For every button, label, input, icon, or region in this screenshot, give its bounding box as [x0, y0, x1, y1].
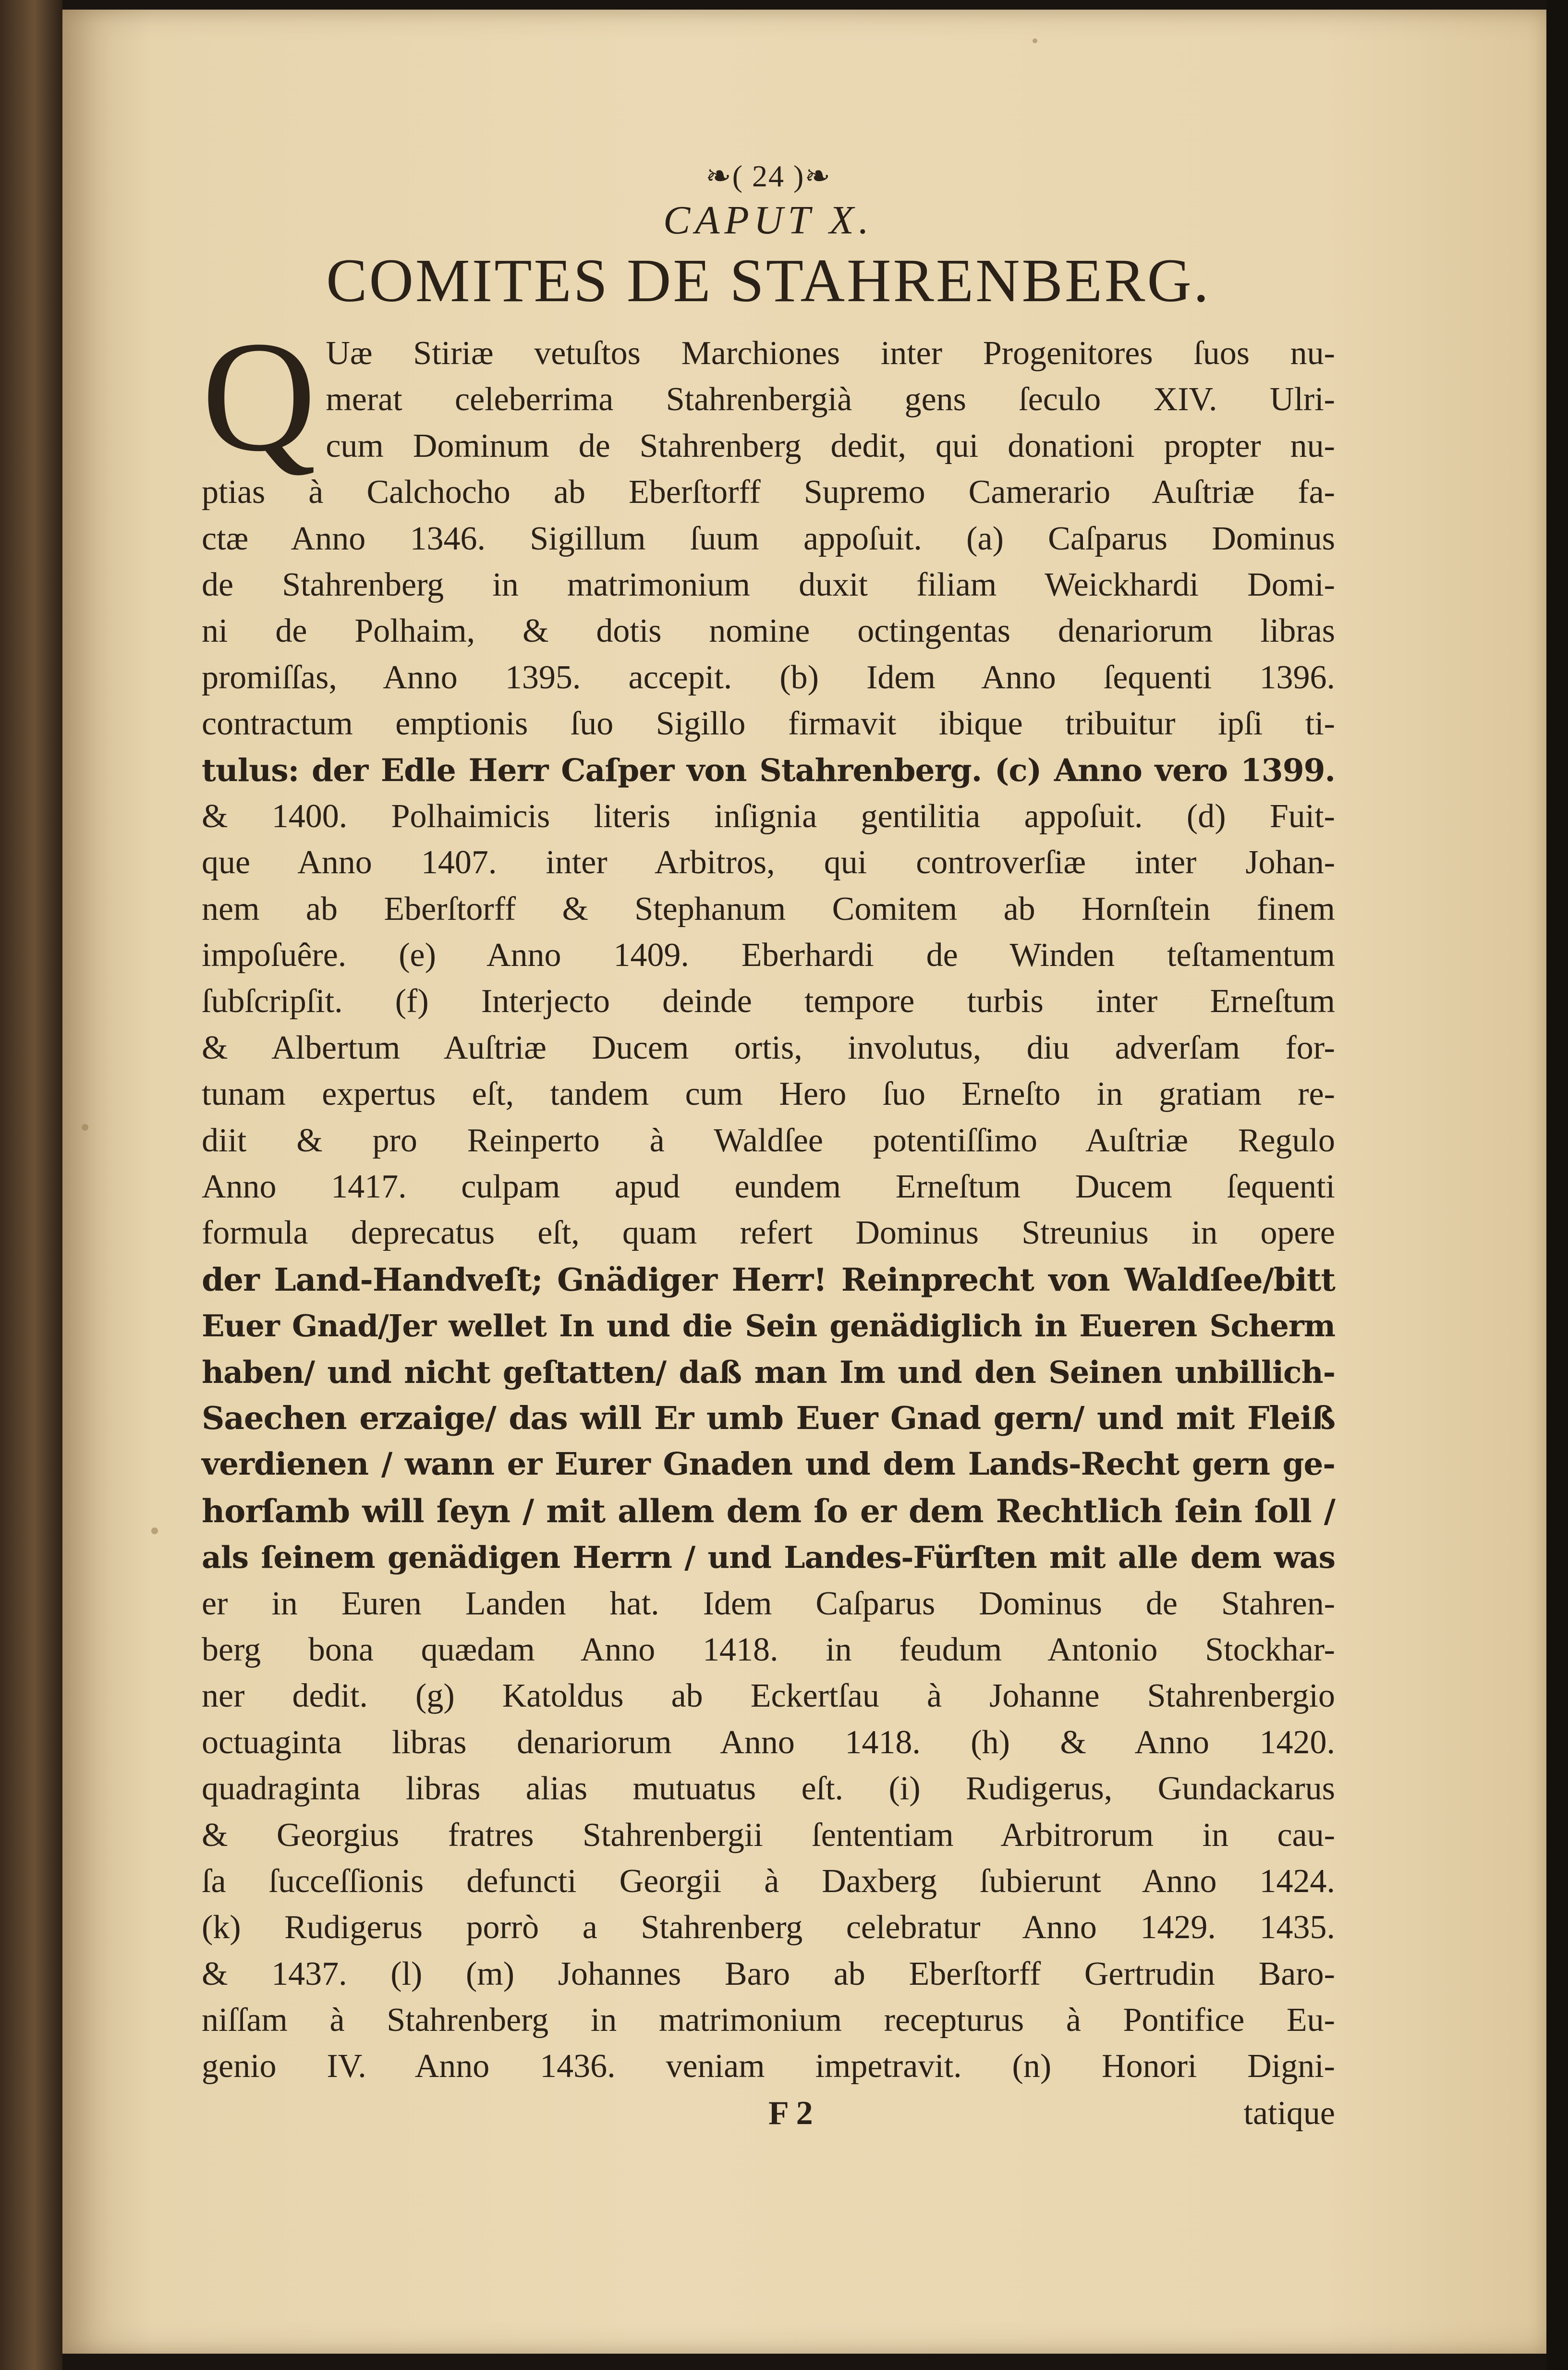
text-line: promiſſas, Anno 1395. accepit. (b) Idem Anno ſequenti 1396. — [202, 659, 1335, 696]
text-line: berg bona quædam Anno 1418. in feudum Antonio Stockhar- — [202, 1631, 1335, 1668]
text-line: ctæ Anno 1346. Sigillum ſuum appoſuit. (a) Caſparus Dominus — [202, 520, 1335, 557]
text-line: Uæ Stiriæ vetuſtos Marchiones inter Progenitores ſuos nu- — [326, 335, 1335, 372]
text-line: & 1400. Polhaimicis literis inſignia gentilitia appoſuit. (d) Fuit- — [202, 797, 1335, 835]
text-line: ni de Polhaim, & dotis nomine octingentas denariorum libras — [202, 612, 1335, 650]
text-line: niſſam à Stahrenberg in matrimonium recepturus à Pontifice Eu- — [202, 2002, 1335, 2039]
catchword: tatique — [1243, 2095, 1335, 2132]
text-line: tulus: der Edle Herr Caſper von Stahrenberg. (c) Anno vero 1399. — [202, 752, 1335, 789]
page-footer — [202, 2094, 1335, 2142]
page-title: COMITES DE STAHRENBERG. — [326, 246, 1211, 315]
text-line: diit & pro Reinperto à Waldſee potentiſſimo Auſtriæ Regulo — [202, 1122, 1335, 1159]
text-line: der Land-Handveſt; Gnädiger Herr! Reinprecht von Waldſee/bitt — [202, 1260, 1335, 1298]
paper-stain — [1033, 38, 1037, 43]
text-line: Saechen erzaige/ das will Er umb Euer Gnad gern/ und mit Fleiß — [202, 1399, 1335, 1437]
text-line: & Georgius fratres Stahrenbergii ſententiam Arbitrorum in cau- — [202, 1816, 1335, 1854]
previous-page-edge — [0, 0, 62, 2370]
text-line: de Stahrenberg in matrimonium duxit filiam Weickhardi Domi- — [202, 566, 1335, 603]
text-line: formula deprecatus eſt, quam refert Dominus Streunius in opere — [202, 1214, 1335, 1252]
text-line: horſamb will ſeyn / mit allem dem ſo er dem Rechtlich ſein ſoll / — [202, 1492, 1335, 1530]
text-line: Anno 1417. culpam apud eundem Erneſtum Ducem ſequenti — [202, 1168, 1335, 1206]
paper-stain — [151, 1527, 158, 1534]
text-line: merat celeberrima Stahrenbergià gens ſeculo XIV. Ulri- — [326, 381, 1335, 418]
body-text — [202, 309, 1335, 2090]
page-header-number: ❧( 24 )❧ — [705, 159, 831, 193]
drop-cap: Q — [202, 309, 316, 484]
text-block — [202, 159, 1335, 2090]
text-line: contractum emptionis ſuo Sigillo firmavit ibique tribuitur ipſi ti- — [202, 705, 1335, 743]
text-line: ſa ſucceſſionis defuncti Georgii à Daxberg ſubierunt Anno 1424. — [202, 1862, 1335, 1900]
text-line: quadraginta libras alias mutuatus eſt. (i) Rudigerus, Gundackarus — [202, 1770, 1335, 1808]
text-line: er in Euren Landen hat. Idem Caſparus Dominus de Stahren- — [202, 1585, 1335, 1622]
text-line: ptias à Calchocho ab Eberſtorff Supremo Camerario Auſtriæ fa- — [202, 474, 1335, 511]
scan-right-edge — [1546, 0, 1568, 2370]
text-line: & 1437. (l) (m) Johannes Baro ab Eberſtorff Gertrudin Baro- — [202, 1955, 1335, 1992]
chapter-heading: CAPUT X. — [663, 198, 874, 243]
text-line: octuaginta libras denariorum Anno 1418. (h) & Anno 1420. — [202, 1723, 1335, 1761]
text-line: nem ab Eberſtorff & Stephanum Comitem ab Hornſtein finem — [202, 890, 1335, 928]
paper-stain — [82, 1124, 88, 1131]
text-line: (k) Rudigerus porrò a Stahrenberg celebratur Anno 1429. 1435. — [202, 1909, 1335, 1946]
text-line: verdienen / wann er Eurer Gnaden und dem Lands-Recht gern ge- — [202, 1446, 1335, 1483]
text-line: ſubſcripſit. (f) Interjecto deinde tempore turbis inter Erneſtum — [202, 983, 1335, 1020]
text-line: impoſuêre. (e) Anno 1409. Eberhardi de Winden teſtamentum — [202, 937, 1335, 974]
signature-mark: F 2 — [768, 2095, 813, 2132]
text-line: als ſeinem genädigen Herrn / und Landes-Fürſten mit alle dem was — [202, 1539, 1335, 1576]
text-line: tunam expertus eſt, tandem cum Hero ſuo Erneſto in gratiam re- — [202, 1075, 1335, 1113]
text-line: & Albertum Auſtriæ Ducem ortis, involutus, diu adverſam for- — [202, 1029, 1335, 1066]
text-line: Euer Gnad/Jer wellet In und die Sein genädiglich in Eueren Scherm — [202, 1308, 1335, 1344]
text-line: haben/ und nicht geſtatten/ daß man Im und den Seinen unbillich- — [202, 1354, 1335, 1390]
text-line: cum Dominum de Stahrenberg dedit, qui donationi propter nu- — [326, 427, 1335, 464]
text-line: genio IV. Anno 1436. veniam impetravit. (n) Honori Digni- — [202, 2048, 1335, 2085]
text-line: ner dedit. (g) Katoldus ab Eckertſau à Johanne Stahrenbergio — [202, 1677, 1335, 1715]
text-line: que Anno 1407. inter Arbitros, qui controverſiæ inter Johan- — [202, 844, 1335, 881]
